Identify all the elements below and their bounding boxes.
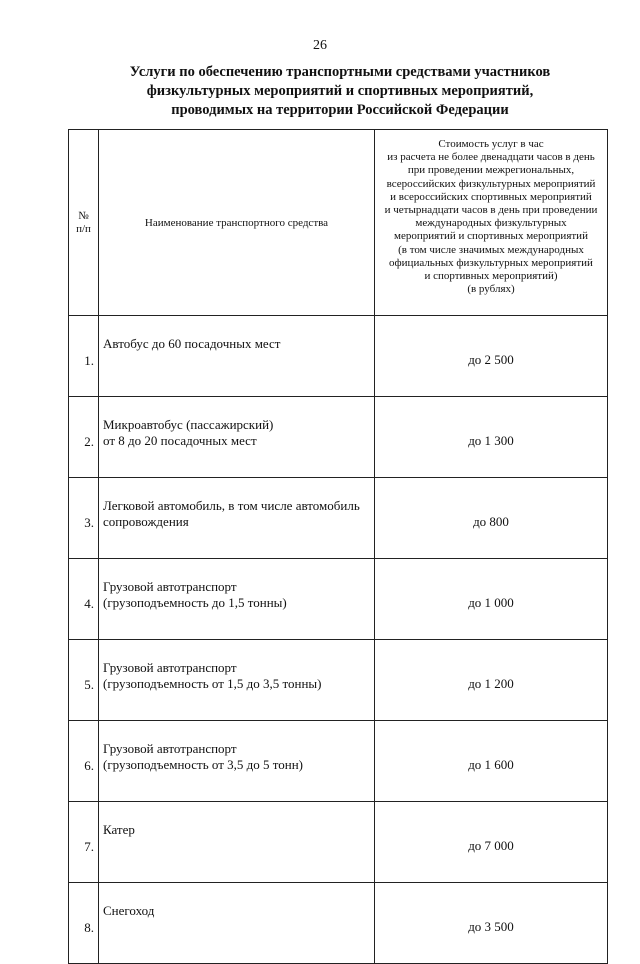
- row-number: 4.: [69, 559, 99, 640]
- vehicle-price: до 2 500: [375, 316, 608, 397]
- services-table: [68, 129, 608, 964]
- title-line-1: Услуги по обеспечению транспортными средствами участников: [129, 64, 551, 80]
- vehicle-name-line: Катер: [103, 822, 135, 837]
- vehicle-name: [99, 883, 375, 964]
- header-price-line: и четырнадцати часов в день при проведении: [384, 204, 598, 217]
- page-number: 26: [313, 38, 327, 53]
- vehicle-name-line: Автобус до 60 посадочных мест: [103, 336, 281, 351]
- row-number: 3.: [69, 478, 99, 559]
- table-row: [69, 397, 608, 478]
- vehicle-name: [99, 397, 375, 478]
- vehicle-price: до 800: [375, 478, 608, 559]
- header-price-line: и спортивных мероприятий): [424, 270, 558, 283]
- vehicle-price: до 1 200: [375, 640, 608, 721]
- header-num: [69, 130, 99, 316]
- table-row: [69, 640, 608, 721]
- row-number: 5.: [69, 640, 99, 721]
- header-price-line: (в рублях): [467, 283, 515, 296]
- vehicle-price: до 7 000: [375, 802, 608, 883]
- table-row: [69, 559, 608, 640]
- header-price-line: при проведении межрегиональных,: [407, 164, 575, 177]
- table-row: [69, 721, 608, 802]
- table-header-row: [69, 130, 608, 316]
- vehicle-name-line: Микроавтобус (пассажирский): [103, 417, 274, 432]
- vehicle-name: [99, 802, 375, 883]
- vehicle-name-line: Грузовой автотранспорт: [103, 579, 237, 594]
- table-row: [69, 883, 608, 964]
- title-line-3: проводимых на территории Российской Федерации: [171, 102, 509, 118]
- header-price-line: международных физкультурных: [415, 217, 567, 230]
- row-number: 2.: [69, 397, 99, 478]
- vehicle-name-line: Снегоход: [103, 903, 155, 918]
- vehicle-price: до 3 500: [375, 883, 608, 964]
- header-price-line: официальных физкультурных мероприятий: [389, 256, 593, 269]
- vehicle-name: [99, 721, 375, 802]
- row-number: 6.: [69, 721, 99, 802]
- header-num-abbr: п/п: [76, 222, 91, 235]
- vehicle-name-line: сопровождения: [103, 514, 189, 529]
- vehicle-name: [99, 478, 375, 559]
- table-row: [69, 802, 608, 883]
- header-price: [375, 130, 608, 316]
- vehicle-name-line: (грузоподъемность от 1,5 до 3,5 тонны): [103, 676, 322, 691]
- header-price-line: мероприятий и спортивных мероприятий: [394, 230, 588, 243]
- header-name: Наименование транспортного средства: [99, 130, 375, 316]
- table-row: [69, 316, 608, 397]
- vehicle-name-line: Грузовой автотранспорт: [103, 741, 237, 756]
- vehicle-name-line: Грузовой автотранспорт: [103, 660, 237, 675]
- vehicle-price: до 1 600: [375, 721, 608, 802]
- header-price-line: (в том числе значимых международных: [398, 243, 584, 256]
- header-price-line: из расчета не более двенадцати часов в день: [387, 151, 595, 164]
- vehicle-name-line: (грузоподъемность до 1,5 тонны): [103, 595, 287, 610]
- vehicle-name-line: от 8 до 20 посадочных мест: [103, 433, 257, 448]
- row-number: 7.: [69, 802, 99, 883]
- vehicle-price: до 1 000: [375, 559, 608, 640]
- table-row: [69, 478, 608, 559]
- vehicle-price: до 1 300: [375, 397, 608, 478]
- header-price-line: Стоимость услуг в час: [438, 138, 544, 150]
- header-num-symbol: №: [78, 209, 89, 222]
- vehicle-name: [99, 640, 375, 721]
- document-title: [60, 63, 620, 120]
- header-price-line: и всероссийских спортивных мероприятий: [390, 190, 592, 203]
- title-line-2: физкультурных мероприятий и спортивных мероприятий,: [146, 83, 534, 99]
- vehicle-name: [99, 559, 375, 640]
- vehicle-name-line: Легковой автомобиль, в том числе автомобиль: [103, 498, 360, 513]
- row-number: 1.: [69, 316, 99, 397]
- row-number: 8.: [69, 883, 99, 964]
- header-price-line: всероссийских физкультурных мероприятий: [386, 177, 596, 190]
- vehicle-name: [99, 316, 375, 397]
- vehicle-name-line: (грузоподъемность от 3,5 до 5 тонн): [103, 757, 304, 772]
